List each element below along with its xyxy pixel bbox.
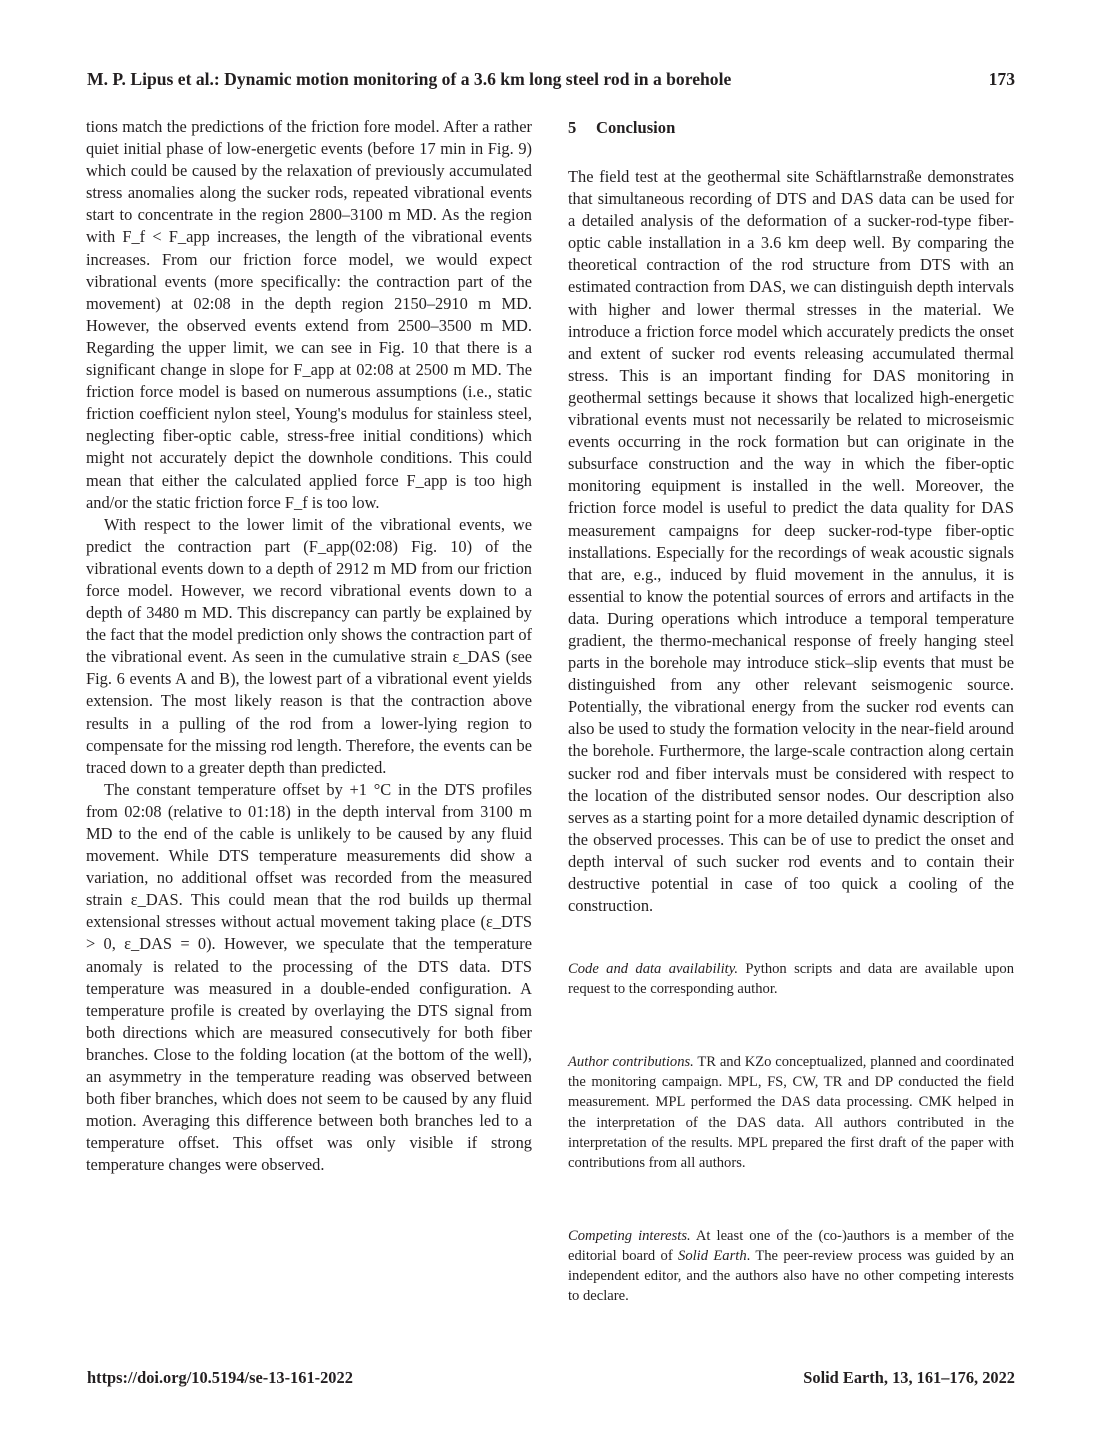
paragraph-lower-limit: With respect to the lower limit of the vibrational events, we predict the contraction part (F_app(02:08) Fig. 10) of the vibrational events down to a depth of 2912 m MD from our friction force model. However, we record vibrational events down to a depth of 3480 m MD. This discrepancy can partly be explained by the fact that the model prediction only shows the contraction part of the vibrational event. As seen in the cumulative strain ε_DAS (see Fig. 6 events A and B), the lowest part of a vibrational event yields extension. The most likely reason is that the contraction above results in a pulling of the rod from a lower-lying region to compensate for the missing rod length. Therefore, the events can be traced down to a greater depth than predicted.	[86, 514, 532, 777]
right-column	[568, 116, 1014, 1307]
competing-interests-text-2: . The peer-review process was guided by an independent editor, and the authors also have no other competing interests to declare.	[568, 1247, 1014, 1305]
code-availability-lead: Code and data availability.	[568, 961, 739, 978]
page-header	[87, 66, 1015, 94]
author-contributions-lead: Author contributions.	[568, 1053, 694, 1070]
section-title: Conclusion	[596, 118, 676, 137]
code-availability	[568, 959, 1014, 1000]
doi-link[interactable]: https://doi.org/10.5194/se-13-161-2022	[87, 1368, 353, 1387]
section-number: 5	[568, 118, 577, 137]
left-column	[86, 116, 532, 1177]
author-contributions	[568, 1052, 1014, 1174]
competing-interests-text-1: At least one of the (co-)authors is a member of the editorial board of	[568, 1227, 1014, 1264]
competing-interests	[568, 1226, 1014, 1307]
paragraph-friction-model: tions match the predictions of the friction fore model. After a rather quiet initial phase of low-energetic events (before 17 min in Fig. 9) which could be caused by the relaxation of previously accumulated stress anomalies along the sucker rods, repeated vibrational events start to concentrate in the region 2800–3100 m MD. As the region with F_f < F_app increases, the length of the vibrational events increases. From our friction force model, we would expect vibrational events (more specifically: the contraction part of the movement) at 02:08 in the depth region 2150–2910 m MD. However, the observed events extend from 2500–3500 m MD. Regarding the upper limit, we can see in Fig. 10 that there is a significant change in slope for F_app at 02:08 at 2500 m MD. The friction force model is based on numerous assumptions (i.e., static friction coefficient nylon steel, Young's modulus for stainless steel, neglecting fiber-optic cable, stress-free initial conditions) which might not accurately depict the downhole conditions. This could mean that either the calculated applied force F_app is too high and/or the static friction force F_f is too low.	[86, 117, 532, 512]
paragraph-temperature-offset: The constant temperature offset by +1 °C in the DTS profiles from 02:08 (relative to 01:18) in the depth interval from 3100 m MD to the end of the cable is unlikely to be caused by any fluid movement. While DTS temperature measurements did show a variation, no additional offset was recorded from the measured strain ε_DAS. This could mean that the rod builds up thermal extensional stresses without actual movement taking place (ε_DTS > 0, ε_DAS = 0). However, we speculate that the temperature anomaly is related to the processing of the DTS data. DTS temperature was measured in a double-ended configuration. A temperature profile is created by overlaying the DTS signal from both directions which are measured consecutively for both fiber branches. Close to the folding location (at the bottom of the well), an asymmetry in the temperature reading was observed between both fiber branches, which does not seem to be caused by any fluid motion. Averaging this difference between both branches led to a temperature offset. This offset was only visible if strong temperature changes were observed.	[86, 779, 532, 1175]
code-availability-text: Python scripts and data are available upon request to the corresponding author.	[568, 961, 1014, 998]
page-footer	[87, 1366, 1015, 1392]
competing-interests-lead: Competing interests.	[568, 1227, 691, 1244]
journal-name: Solid Earth	[678, 1247, 747, 1264]
conclusion-paragraph: The field test at the geothermal site Schäftlarnstraße demonstrates that simultaneous recording of DTS and DAS data can be used for a detailed analysis of the deformation of a sucker-rod-type fiber-optic cable installation in a 3.6 km deep well. By comparing the theoretical contraction of the rod structure from DTS with an estimated contraction from DAS, we can distinguish depth intervals with higher and lower thermal stresses in the material. We introduce a friction force model which accurately predicts the onset and extent of sucker rod events releasing accumulated thermal stress. This is an important finding for DAS monitoring in geothermal settings because it shows that localized high-energetic vibrational events must not necessarily be related to microseismic events occurring in the rock formation but can originate in the subsurface construction and the way in which the fiber-optic monitoring equipment is installed in the well. Moreover, the friction force model is useful to predict the data quality for DAS measurement campaigns for deep sucker-rod-type fiber-optic installations. Especially for the recordings of weak acoustic signals that are, e.g., induced by fluid movement in the annulus, it is essential to know the potential sources of errors and artifacts in the data. During operations which introduce a temporal temperature gradient, the thermo-mechanical response of freely hanging steel parts in the borehole may introduce stick–slip events that must be distinguished from any other relevant seismogenic source. Potentially, the vibrational energy from the sucker rod events can also be used to study the formation velocity in the near-field around the borehole. Furthermore, the large-scale contraction along certain sucker rod and fiber intervals must be considered with respect to the location of the distributed sensor nodes. Our description also serves as a starting point for a more detailed dynamic description of the observed processes. This can be of use to predict the onset and depth interval of such sucker rod events and to contain their destructive potential in case of too quick a cooling of the construction.	[568, 167, 1014, 916]
page-number: 173	[988, 69, 1015, 89]
running-title: M. P. Lipus et al.: Dynamic motion monitoring of a 3.6 km long steel rod in a borehole	[87, 69, 732, 89]
section-heading-conclusion	[568, 116, 1014, 140]
journal-citation: Solid Earth, 13, 161–176, 2022	[803, 1368, 1015, 1387]
author-contributions-text: TR and KZo conceptualized, planned and coordinated the monitoring campaign. MPL, FS, CW, TR and DP conducted the field measurement. MPL performed the DAS data processing. CMK helped in the interpretation of the DAS data. All authors contributed in the interpretation of the results. MPL prepared the first draft of the paper with contributions from all authors.	[568, 1053, 1014, 1172]
